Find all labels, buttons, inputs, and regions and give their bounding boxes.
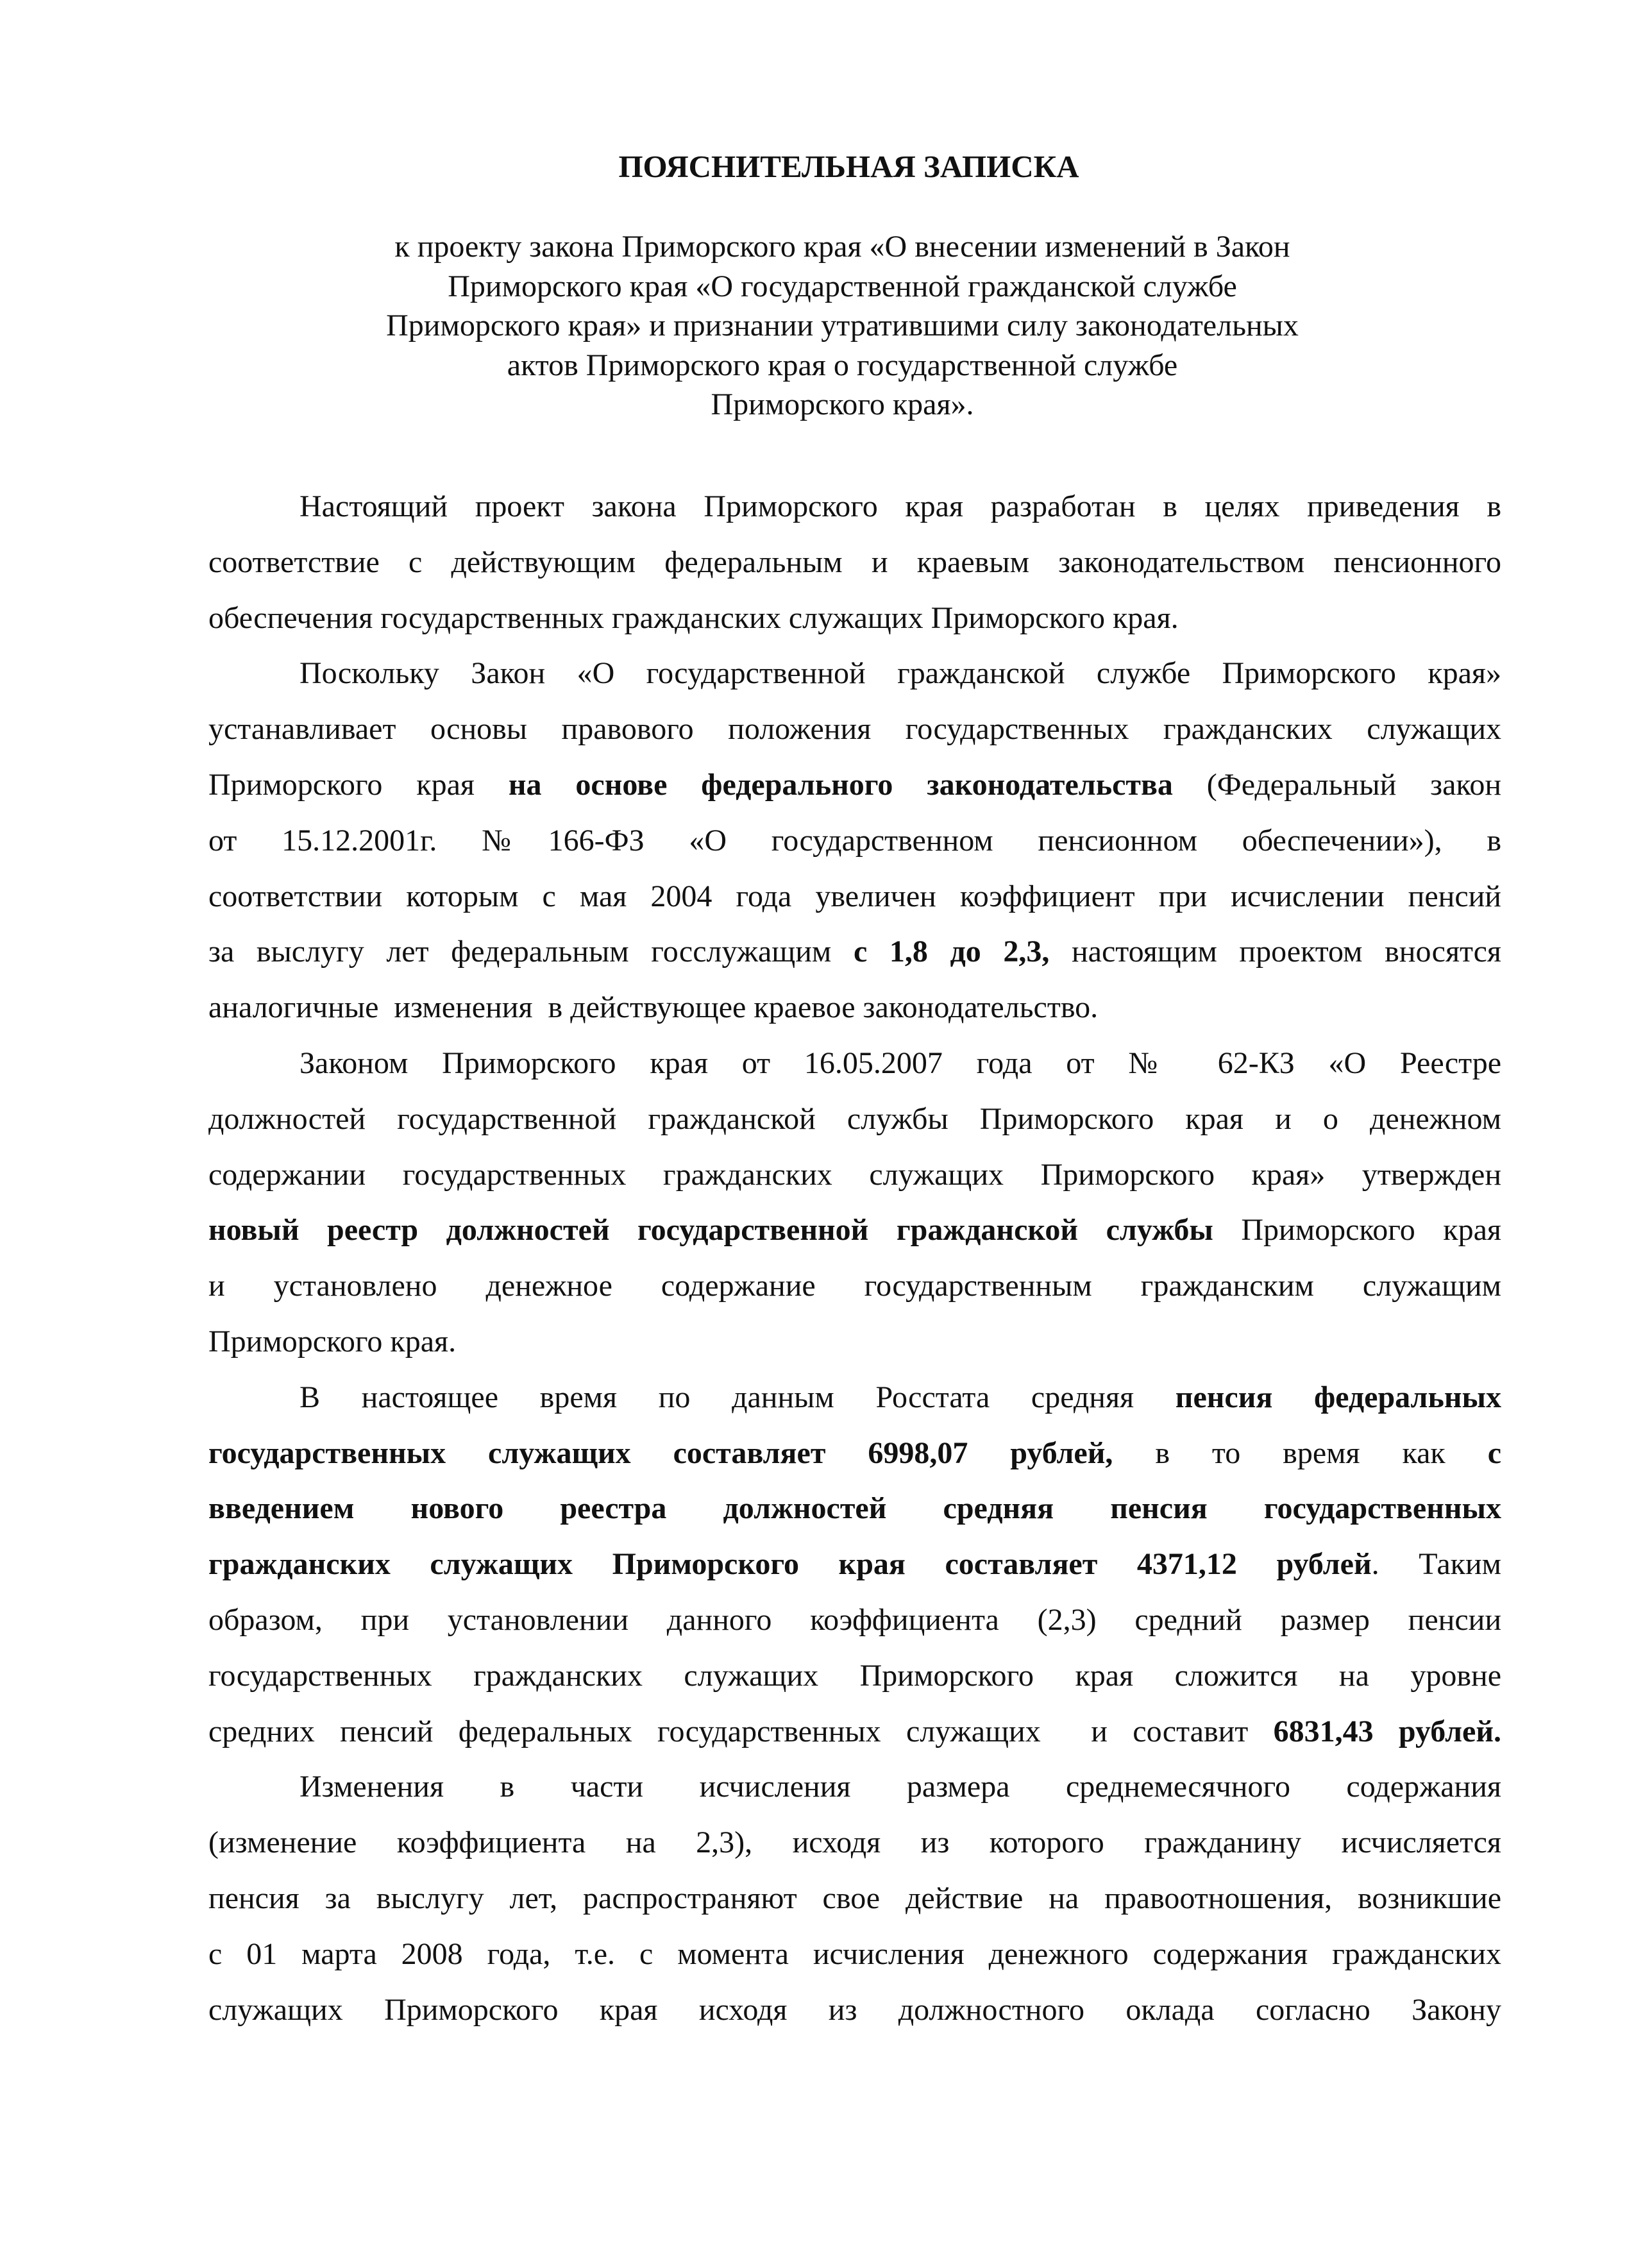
text: соответствие с действующим федеральным и краевым законодательством пенсионного xyxy=(208,545,1501,579)
text: Поскольку Закон «О государственной гражданской службе Приморского края» xyxy=(299,656,1501,691)
paragraph xyxy=(208,646,1501,1036)
text: и установлено денежное содержание государственным гражданским служащим xyxy=(208,1269,1501,1303)
text: образом, при установлении данного коэффициента (2,3) средний размер пенсии xyxy=(208,1602,1501,1637)
text: Изменения в части исчисления размера среднемесячного содержания xyxy=(299,1770,1501,1804)
text-line xyxy=(208,1314,1501,1370)
text-line xyxy=(208,1203,1501,1258)
text-line xyxy=(208,1593,1501,1648)
text: должностей государственной гражданской службы Приморского края и о денежном xyxy=(208,1101,1501,1136)
bold-text: новый реестр должностей государственной гражданской службы xyxy=(208,1213,1213,1248)
text: за выслугу лет федеральным госслужащим xyxy=(208,935,854,969)
text: служащих Приморского края исходя из должностного оклада согласно Закону xyxy=(208,1992,1501,2027)
text: средних пенсий федеральных государственных служащих и составит xyxy=(208,1714,1274,1748)
subtitle-line: Приморского края». xyxy=(711,387,974,422)
text: обеспечения государственных гражданских служащих Приморского края. xyxy=(208,600,1179,635)
text: устанавливает основы правового положения государственных гражданских служащих xyxy=(208,712,1501,747)
text: Настоящий проект закона Приморского края разработан в целях приведения в xyxy=(299,489,1501,523)
text: . Таким xyxy=(1371,1547,1502,1582)
text-line xyxy=(208,1927,1501,1983)
text: в то время как xyxy=(1113,1435,1488,1470)
text: с 01 марта 2008 года, т.е. с момента исчисления денежного содержания гражданских xyxy=(208,1936,1501,1971)
bold-text: государственных служащих составляет 6998,07 рублей, xyxy=(208,1435,1113,1470)
text-line xyxy=(208,1983,1501,2038)
text: Приморского края xyxy=(208,767,509,802)
bold-text: пенсия федеральных xyxy=(1175,1380,1502,1414)
text: государственных гражданских служащих Приморского края сложится на уровне xyxy=(208,1658,1501,1693)
text-line xyxy=(208,1871,1501,1927)
bold-text: 6831,43 рублей. xyxy=(1273,1714,1501,1748)
text-line xyxy=(208,757,1501,813)
text: Приморского края xyxy=(1213,1213,1501,1248)
text: (Федеральный закон xyxy=(1172,767,1502,802)
document-title: ПОЯСНИТЕЛЬНАЯ ЗАПИСКА xyxy=(618,149,1079,184)
text: Законом Приморского края от 16.05.2007 года от № 62-КЗ «О Реестре xyxy=(299,1045,1501,1080)
text-line xyxy=(208,1258,1501,1314)
text-line xyxy=(208,1759,1501,1815)
text: от 15.12.2001г. №166-ФЗ «О государственном пенсионном обеспечении»), в xyxy=(208,823,1501,858)
paragraph xyxy=(208,479,1501,646)
text-line xyxy=(208,1481,1501,1537)
text-line xyxy=(208,869,1501,925)
text-line xyxy=(208,1036,1501,1092)
text-line xyxy=(208,1815,1501,1871)
text-line xyxy=(208,1537,1501,1593)
bold-text: с xyxy=(1487,1435,1501,1470)
text: настоящим проектом вносятся xyxy=(1049,935,1501,969)
bold-text: введением нового реестра должностей средняя пенсия государственных xyxy=(208,1491,1501,1526)
text-line xyxy=(208,646,1501,702)
paragraph xyxy=(208,1759,1501,2038)
text-line xyxy=(208,479,1501,535)
bold-text: на основе федерального законодательства xyxy=(508,767,1173,802)
text-line xyxy=(208,924,1501,980)
paragraph xyxy=(208,1036,1501,1370)
text: содержании государственных гражданских служащих Приморского края» утвержден xyxy=(208,1157,1501,1192)
subtitle-line: к проекту закона Приморского края «О внесении изменений в Закон xyxy=(394,230,1290,264)
text-line xyxy=(208,1704,1501,1760)
text-line xyxy=(208,1092,1501,1147)
text: В настоящее время по данным Росстата средняя xyxy=(299,1380,1176,1414)
bold-text: гражданских служащих Приморского края составляет 4371,12 рублей xyxy=(208,1547,1372,1582)
text-line xyxy=(208,980,1501,1036)
text: аналогичные изменения в действующее краевое законодательство. xyxy=(208,990,1099,1025)
text-line xyxy=(208,1426,1501,1482)
subtitle-line: Приморского края «О государственной гражданской службе xyxy=(448,269,1237,303)
text-line xyxy=(208,1147,1501,1203)
document-subtitle xyxy=(0,227,1627,425)
paragraph xyxy=(208,1370,1501,1760)
text-line xyxy=(208,591,1501,647)
subtitle-line: актов Приморского края о государственной службе xyxy=(507,348,1178,382)
text-line xyxy=(208,1648,1501,1704)
subtitle-line: Приморского края» и признании утратившими силу законодательных xyxy=(386,309,1299,343)
text-line xyxy=(208,1370,1501,1426)
text-line xyxy=(208,535,1501,591)
text: Приморского края. xyxy=(208,1324,457,1358)
text: соответствии которым с мая 2004 года увеличен коэффициент при исчислении пенсий xyxy=(208,879,1501,913)
document-body xyxy=(208,479,1501,2038)
text-line xyxy=(208,813,1501,869)
text: (изменение коэффициента на 2,3), исходя из которого гражданину исчисляется xyxy=(208,1825,1501,1860)
text: пенсия за выслугу лет, распространяют свое действие на правоотношения, возникшие xyxy=(208,1881,1501,1915)
bold-text: с 1,8 до 2,3, xyxy=(853,935,1050,969)
text-line xyxy=(208,702,1501,757)
